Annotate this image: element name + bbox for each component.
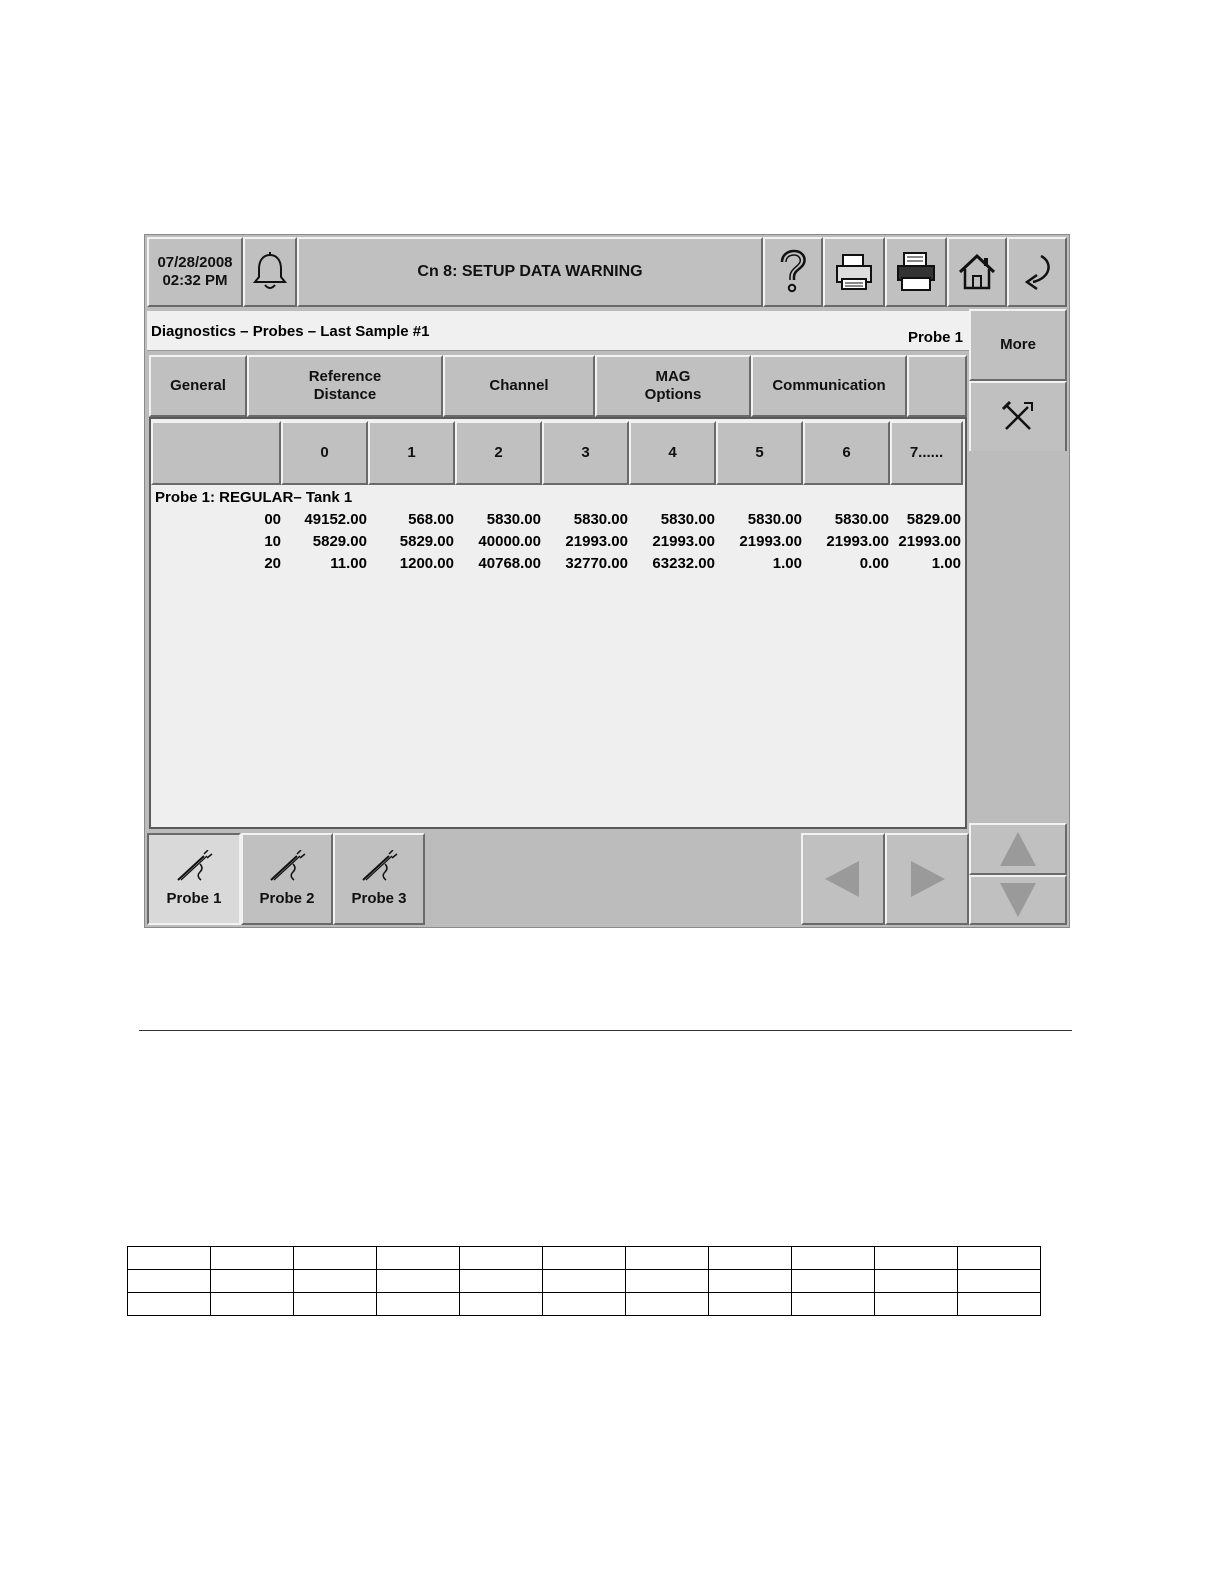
table-cell: 49152.00 [304, 511, 367, 528]
scroll-up-button[interactable] [969, 823, 1067, 875]
table-cell: 5830.00 [486, 511, 541, 528]
table-cell: 1200.00 [399, 555, 454, 572]
probe-3-button[interactable] [333, 833, 425, 925]
probe-1-label: Probe 1 [166, 890, 222, 907]
more-button-label: More [1000, 336, 1036, 353]
table-cell [377, 1293, 460, 1316]
table-cell [543, 1270, 626, 1293]
report-printer-icon [894, 250, 938, 294]
print-button[interactable] [823, 237, 885, 307]
table-cell [792, 1270, 875, 1293]
table-cell: 0.00 [859, 555, 889, 572]
row-index: 20 [264, 555, 281, 572]
table-cell [958, 1247, 1041, 1270]
table-cell: 40768.00 [478, 555, 541, 572]
sample-title: Probe 1: REGULAR– Tank 1 [155, 489, 353, 506]
breadcrumb [147, 311, 969, 351]
probe-icon [267, 850, 307, 884]
tab-general-label: General [170, 377, 226, 394]
tab-mag-options[interactable] [595, 355, 751, 417]
printer-icon [833, 251, 875, 293]
table-cell [460, 1247, 543, 1270]
column-header[interactable] [368, 421, 455, 485]
tools-icon [1000, 399, 1036, 435]
table-cell: 5830.00 [660, 511, 715, 528]
table-cell [211, 1293, 294, 1316]
column-header-label: 0 [320, 444, 329, 461]
right-arrow-icon [907, 859, 947, 899]
column-header-label: 3 [581, 444, 590, 461]
table-cell [626, 1293, 709, 1316]
alarm-button[interactable] [243, 237, 297, 307]
column-header[interactable] [890, 421, 963, 485]
tab-communication-label: Communication [772, 377, 886, 394]
column-header[interactable] [803, 421, 890, 485]
table-cell: 568.00 [408, 511, 454, 528]
scroll-down-button[interactable] [969, 875, 1067, 925]
probe-1-button[interactable] [147, 833, 241, 925]
sample-data-panel [149, 417, 967, 829]
tab-general[interactable] [149, 355, 247, 417]
table-cell: 21993.00 [739, 533, 802, 550]
probe-icon [174, 850, 214, 884]
breadcrumb-path: Diagnostics – Probes – Last Sample #1 [151, 323, 430, 340]
empty-table [127, 1246, 1041, 1316]
table-cell [709, 1293, 792, 1316]
left-arrow-icon [823, 859, 863, 899]
probe-3-label: Probe 3 [351, 890, 407, 907]
table-cell: 5830.00 [573, 511, 628, 528]
table-cell: 5830.00 [747, 511, 802, 528]
table-row [128, 1247, 1041, 1270]
table-cell [626, 1270, 709, 1293]
time-text: 02:32 PM [162, 272, 228, 289]
tab-empty [907, 355, 967, 417]
tab-channel-label: Channel [489, 377, 549, 394]
table-cell [543, 1247, 626, 1270]
table-cell [294, 1293, 377, 1316]
column-header[interactable] [542, 421, 629, 485]
table-cell [128, 1247, 211, 1270]
column-header-blank [151, 421, 281, 485]
table-cell [626, 1247, 709, 1270]
up-arrow-icon [998, 830, 1038, 868]
row-index: 10 [264, 533, 281, 550]
table-cell: 21993.00 [898, 533, 961, 550]
table-cell [875, 1270, 958, 1293]
column-header-label: 1 [407, 444, 416, 461]
datetime-display [147, 237, 243, 307]
more-button[interactable] [969, 309, 1067, 381]
table-cell [792, 1247, 875, 1270]
column-header[interactable] [716, 421, 803, 485]
table-cell: 32770.00 [565, 555, 628, 572]
back-button[interactable] [1007, 237, 1067, 307]
column-header[interactable] [281, 421, 368, 485]
table-cell: 1.00 [772, 555, 802, 572]
table-cell: 40000.00 [478, 533, 541, 550]
table-cell [958, 1270, 1041, 1293]
previous-button[interactable] [801, 833, 885, 925]
column-header-label: 5 [755, 444, 764, 461]
table-cell: 1.00 [931, 555, 961, 572]
table-cell [460, 1293, 543, 1316]
table-cell [875, 1247, 958, 1270]
table-cell [211, 1247, 294, 1270]
table-cell [709, 1270, 792, 1293]
table-cell [294, 1247, 377, 1270]
column-header-label: 7...... [909, 444, 944, 461]
table-cell [377, 1247, 460, 1270]
row-index: 00 [264, 511, 281, 528]
down-arrow-icon [998, 881, 1038, 919]
tools-button[interactable] [969, 381, 1067, 453]
status-title [297, 237, 763, 307]
tab-channel[interactable] [443, 355, 595, 417]
table-cell: 5830.00 [834, 511, 889, 528]
report-button[interactable] [885, 237, 947, 307]
table-cell [958, 1293, 1041, 1316]
table-cell [875, 1293, 958, 1316]
table-cell: 5829.00 [906, 511, 961, 528]
table-cell [294, 1270, 377, 1293]
table-cell: 21993.00 [826, 533, 889, 550]
next-button[interactable] [885, 833, 969, 925]
table-cell [128, 1270, 211, 1293]
table-cell: 5829.00 [312, 533, 367, 550]
date-text: 07/28/2008 [157, 254, 233, 271]
bell-icon [250, 251, 290, 293]
column-header-label: 2 [494, 444, 503, 461]
tab-reference-distance[interactable] [247, 355, 443, 417]
column-header-label: 6 [842, 444, 851, 461]
table-cell [128, 1293, 211, 1316]
table-cell: 63232.00 [652, 555, 715, 572]
table-row [128, 1293, 1041, 1316]
table-cell: 5829.00 [399, 533, 454, 550]
question-icon [773, 249, 813, 295]
table-cell [543, 1293, 626, 1316]
help-button[interactable] [763, 237, 823, 307]
home-icon [957, 252, 997, 292]
right-scroll-track [969, 451, 1067, 823]
table-cell [377, 1270, 460, 1293]
probe-2-label: Probe 2 [259, 890, 315, 907]
table-cell [792, 1293, 875, 1316]
table-cell [709, 1247, 792, 1270]
table-cell [460, 1270, 543, 1293]
column-header[interactable] [629, 421, 716, 485]
tab-reference-distance-label: Reference Distance [308, 368, 382, 403]
tab-mag-options-label: MAG Options [644, 368, 702, 403]
column-header[interactable] [455, 421, 542, 485]
table-cell: 11.00 [330, 555, 367, 572]
tank-monitor-console [144, 234, 1070, 928]
table-cell: 21993.00 [652, 533, 715, 550]
horizontal-rule [139, 1030, 1072, 1031]
table-cell: 21993.00 [565, 533, 628, 550]
tab-communication[interactable] [751, 355, 907, 417]
column-header-label: 4 [668, 444, 677, 461]
back-arrow-icon [1017, 252, 1057, 292]
home-button[interactable] [947, 237, 1007, 307]
table-cell [211, 1270, 294, 1293]
status-title-text: Cn 8: SETUP DATA WARNING [417, 263, 643, 281]
probe-2-button[interactable] [241, 833, 333, 925]
table-row [128, 1270, 1041, 1293]
probe-icon [359, 850, 399, 884]
current-probe-label: Probe 1 [907, 329, 963, 346]
